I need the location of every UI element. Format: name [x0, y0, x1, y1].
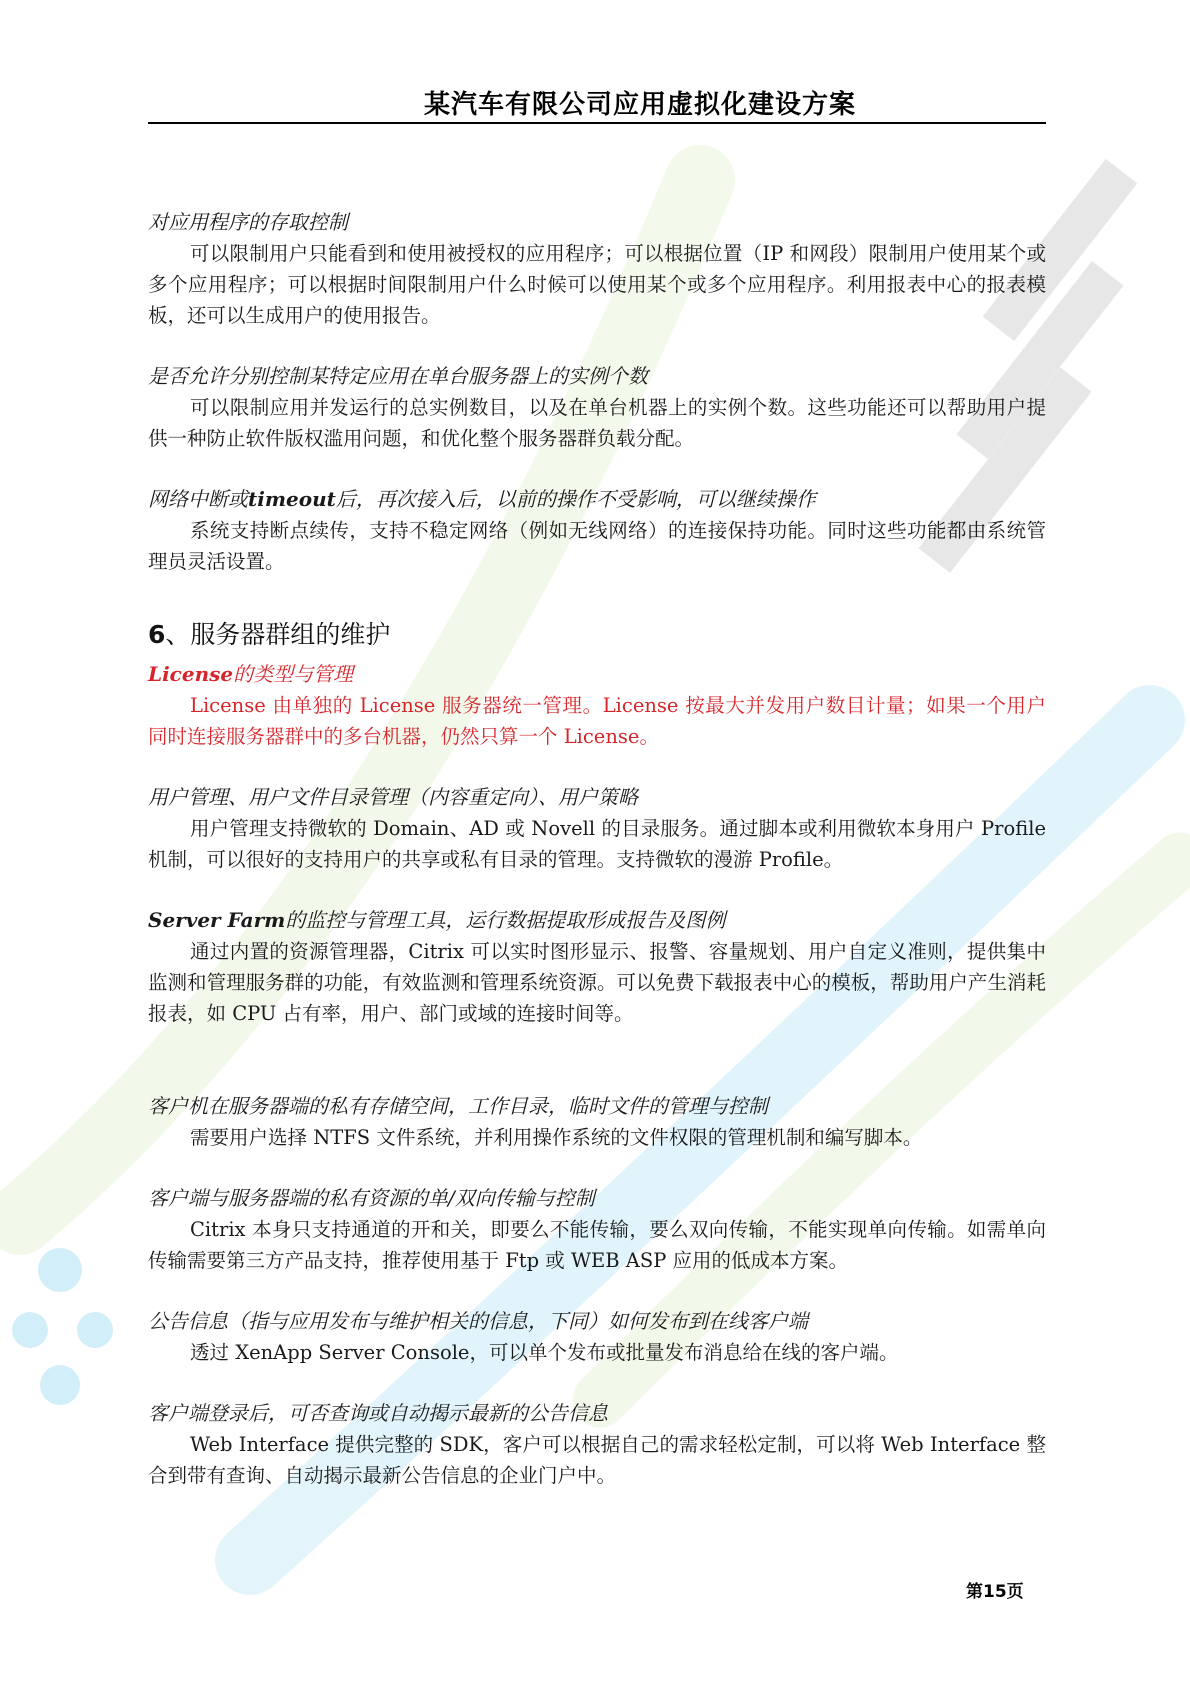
section-access-control	[148, 207, 1046, 331]
section-heading: 客户机在服务器端的私有存储空间，工作目录，临时文件的管理与控制	[148, 1094, 768, 1118]
section-heading: 对应用程序的存取控制	[148, 210, 348, 234]
section-announcement-publish	[148, 1306, 1046, 1368]
section-body: 可以限制应用并发运行的总实例数目，以及在单台机器上的实例个数。这些功能还可以帮助用户提供一种防止软件版权滥用问题，和优化整个服务器群负载分配。	[148, 396, 1046, 450]
section-timeout	[148, 484, 1046, 577]
section-body: 透过 XenApp Server Console，可以单个发布或批量发布消息给在线的客户端。	[190, 1341, 899, 1364]
section-instance-control	[148, 361, 1046, 454]
section-heading: License的类型与管理	[148, 662, 354, 686]
section-license	[148, 659, 1046, 752]
section-body: Citrix 本身只支持通道的开和关，即要么不能传输，要么双向传输，不能实现单向传输。如需单向传输需要第三方产品支持，推荐使用基于 Ftp 或 WEB ASP 应用的低成本方案。	[148, 1218, 1046, 1272]
section-heading: 公告信息（指与应用发布与维护相关的信息，下同）如何发布到在线客户端	[148, 1309, 808, 1333]
section-body: 可以限制用户只能看到和使用被授权的应用程序；可以根据位置（IP 和网段）限制用户使用某个或多个应用程序；可以根据时间限制用户什么时候可以使用某个或多个应用程序。利用报表中心的报表模板，还可以生成用户的使用报告。	[148, 242, 1046, 327]
section-body: 需要用户选择 NTFS 文件系统，并利用操作系统的文件权限的管理机制和编写脚本。	[190, 1126, 923, 1149]
section-heading: 客户端与服务器端的私有资源的单/双向传输与控制	[148, 1186, 595, 1210]
section-transfer-control	[148, 1183, 1046, 1276]
section-heading: 客户端登录后，可否查询或自动揭示最新的公告信息	[148, 1401, 608, 1425]
section-body: Web Interface 提供完整的 SDK，客户可以根据自己的需求轻松定制，可以将 Web Interface 整合到带有查询、自动揭示最新公告信息的企业门户中。	[148, 1433, 1046, 1487]
page-header	[148, 80, 1046, 124]
section-body: 用户管理支持微软的 Domain、AD 或 Novell 的目录服务。通过脚本或利用微软本身用户 Profile 机制，可以很好的支持用户的共享或私有目录的管理。支持微软的漫游 Profile。	[148, 817, 1046, 871]
section-heading: 是否允许分别控制某特定应用在单台服务器上的实例个数	[148, 364, 648, 388]
page-number: 第15页	[966, 1582, 1024, 1602]
section-heading: Server Farm的监控与管理工具，运行数据提取形成报告及图例	[148, 908, 726, 932]
section-body: 系统支持断点续传，支持不稳定网络（例如无线网络）的连接保持功能。同时这些功能都由系统管理员灵活设置。	[148, 519, 1046, 573]
section-body: 通过内置的资源管理器，Citrix 可以实时图形显示、报警、容量规划、用户自定义准则，提供集中监测和管理服务群的功能，有效监测和管理系统资源。可以免费下载报表中心的模板，帮助用户产生消耗报表，如 CPU 占有率，用户、部门或域的连接时间等。	[148, 940, 1046, 1025]
section-private-storage	[148, 1091, 1046, 1153]
section-announcement-query	[148, 1398, 1046, 1491]
chapter-heading: 6、服务器群组的维护	[148, 620, 391, 649]
page-content	[148, 207, 1046, 1491]
section-body: License 由单独的 License 服务器统一管理。License 按最大并发用户数目计量；如果一个用户同时连接服务器群中的多台机器，仍然只算一个 License。	[148, 694, 1046, 748]
document-title: 某汽车有限公司应用虚拟化建设方案	[423, 90, 856, 120]
section-heading: 网络中断或timeout后，再次接入后，以前的操作不受影响，可以继续操作	[148, 487, 816, 511]
section-user-management	[148, 782, 1046, 875]
section-server-farm	[148, 905, 1046, 1029]
section-heading: 用户管理、用户文件目录管理（内容重定向）、用户策略	[148, 785, 638, 809]
